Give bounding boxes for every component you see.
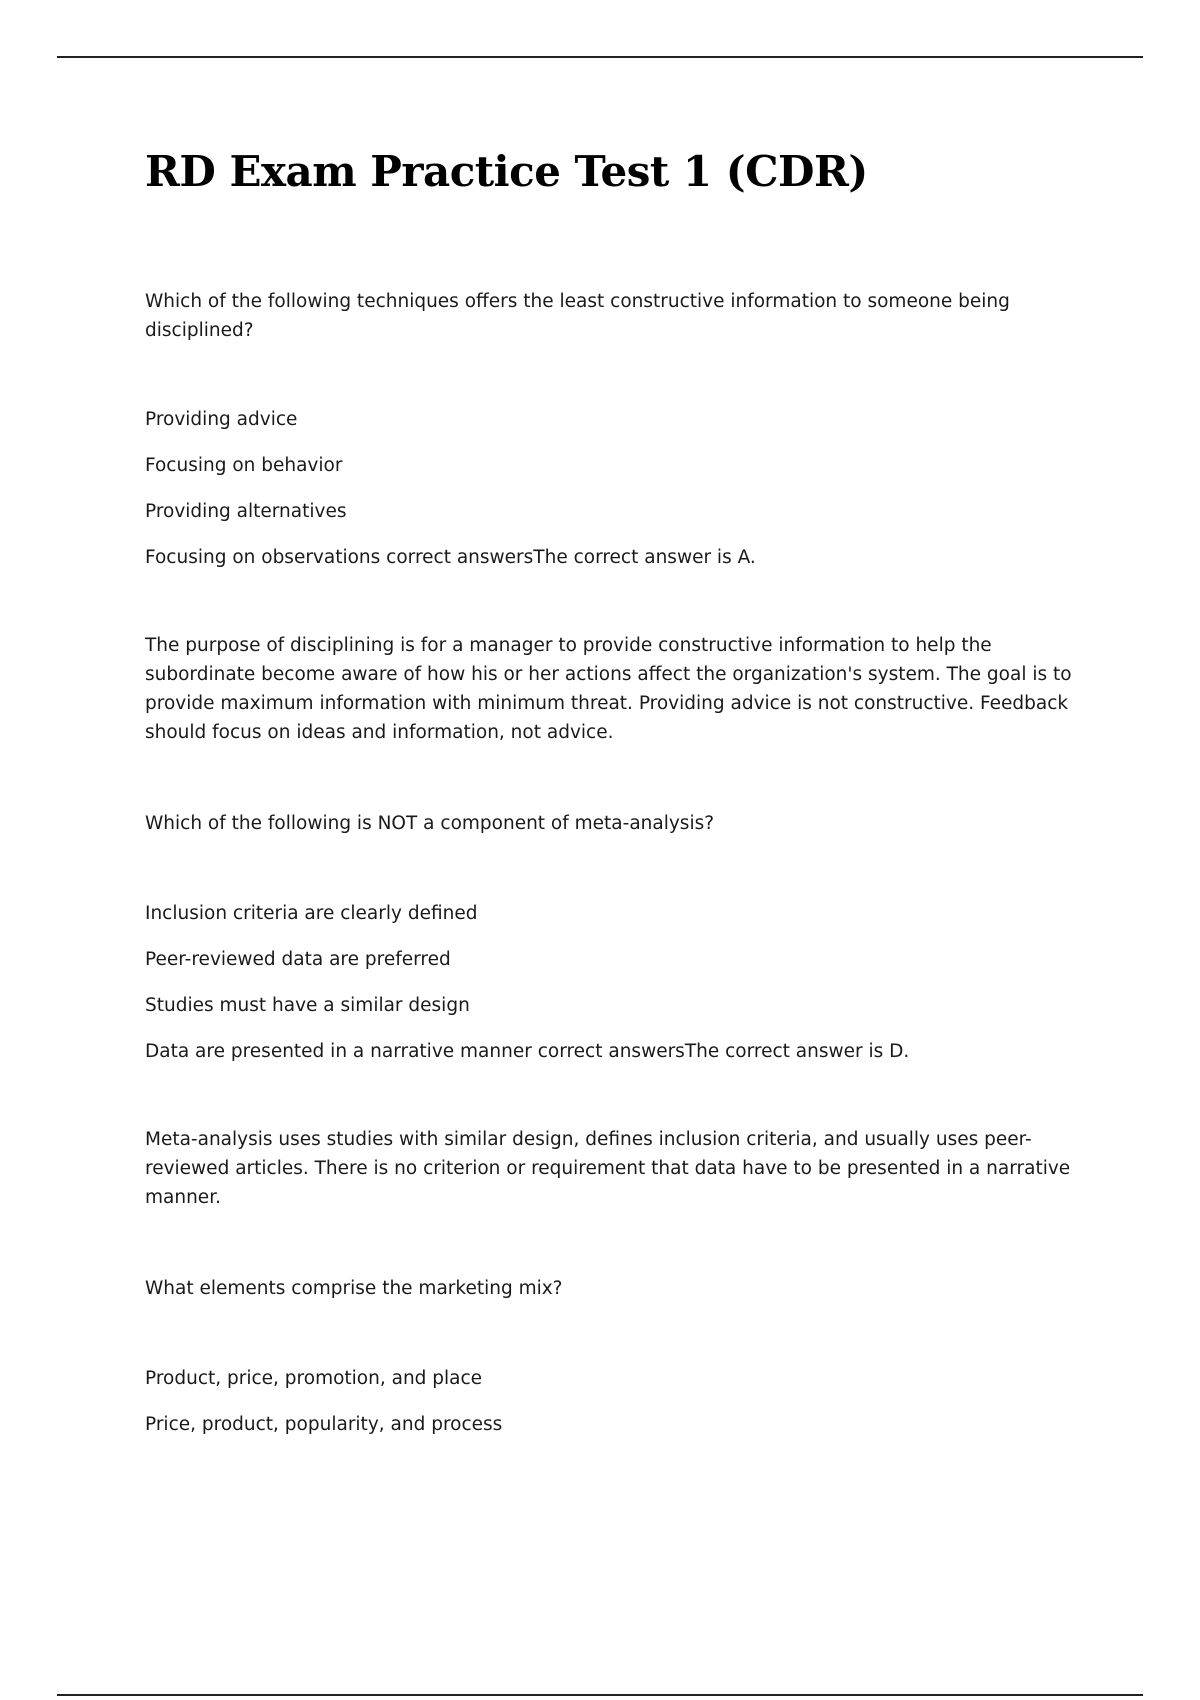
question-3-option-b: Price, product, popularity, and process	[145, 1414, 503, 1435]
question-1-option-b: Focusing on behavior	[145, 455, 343, 476]
question-2-option-b: Peer-reviewed data are preferred	[145, 949, 451, 970]
question-3-text: What elements comprise the marketing mix?	[145, 1278, 563, 1299]
top-rule	[57, 56, 1143, 58]
question-2-options	[145, 899, 1095, 1066]
question-2-option-d: Data are presented in a narrative manner correct answersThe correct answer is D.	[145, 1041, 910, 1062]
question-3-options	[145, 1364, 1095, 1439]
bottom-rule	[57, 1694, 1143, 1696]
question-1-options	[145, 405, 1095, 572]
question-1-option-a: Providing advice	[145, 409, 298, 430]
question-2-option-a: Inclusion criteria are clearly defined	[145, 903, 478, 924]
document-body	[145, 146, 1095, 1439]
question-2-option-c: Studies must have a similar design	[145, 995, 470, 1016]
question-1-text: Which of the following techniques offers the least constructive information to someone being disciplined?	[145, 291, 1010, 341]
question-2-explanation: Meta-analysis uses studies with similar design, defines inclusion criteria, and usually uses peer-reviewed articles. There is no criterion or requirement that data have to be presented in a narrative manner.	[145, 1129, 1071, 1208]
question-3-option-a: Product, price, promotion, and place	[145, 1368, 483, 1389]
document-title: RD Exam Practice Test 1 (CDR)	[145, 147, 868, 196]
question-1-explanation: The purpose of disciplining is for a manager to provide constructive information to help the subordinate become aware of how his or her actions affect the organization's system. The goal is to provide maximum information with minimum threat. Providing advice is not constructive. Feedback should focus on ideas and information, not advice.	[145, 635, 1072, 743]
question-1-option-c: Providing alternatives	[145, 501, 347, 522]
question-1-option-d: Focusing on observations correct answersThe correct answer is A.	[145, 547, 756, 568]
question-2-text: Which of the following is NOT a component of meta-analysis?	[145, 813, 715, 834]
